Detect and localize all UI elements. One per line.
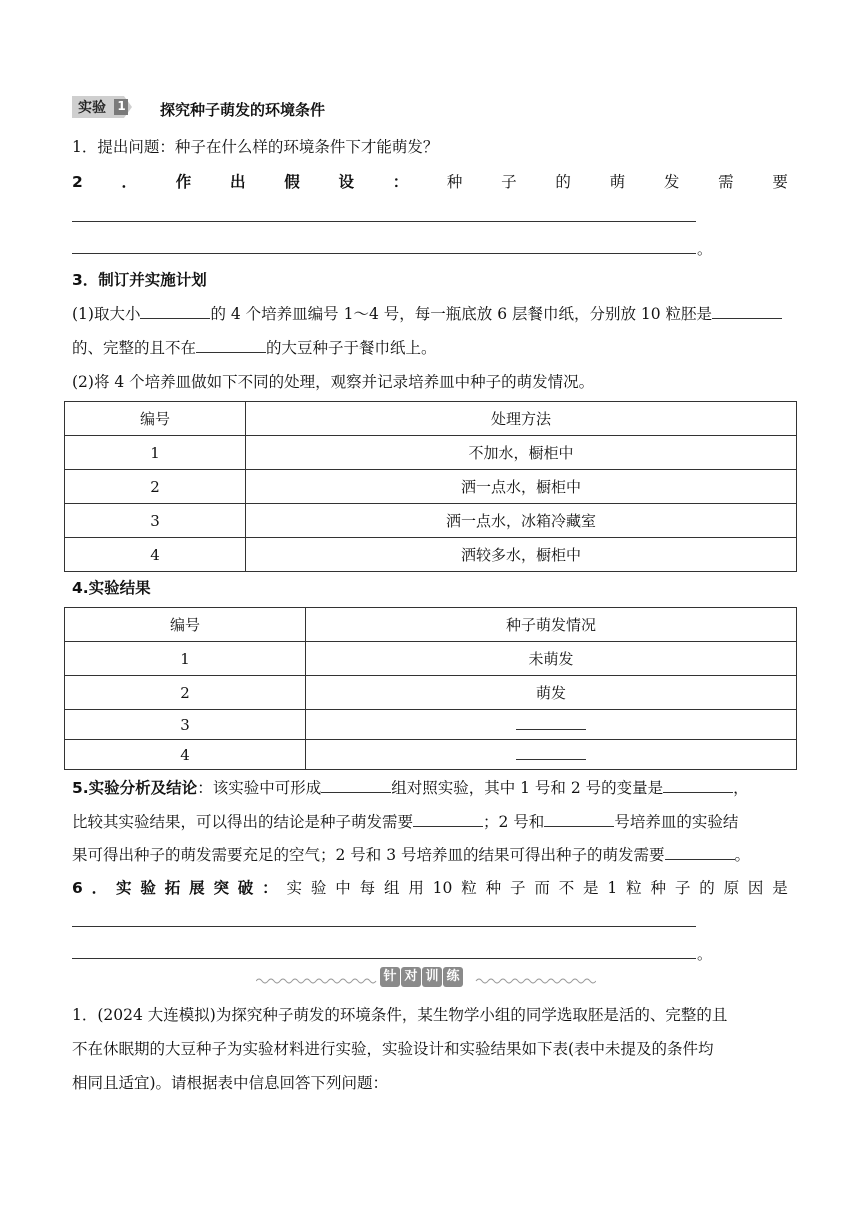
analysis-text: ， [733,779,749,797]
step-question: 1．提出问题：种子在什么样的环境条件下才能萌发？ [72,138,439,156]
spread-token: 萌 [609,173,626,191]
table-header-row [65,608,797,642]
step-hypothesis [72,172,788,192]
table-cell: 4 [65,538,246,572]
step-plan-heading: 3．制订并实施计划 [72,271,207,289]
spread-token: 子 [674,879,691,897]
table-row [65,676,797,710]
analysis-line-1 [72,778,749,798]
analysis-text: ；2 号和 [483,813,545,831]
training-char: 针 [380,967,400,987]
spread-token: 不 [558,879,575,897]
table-header: 种子萌发情况 [306,608,797,642]
table-row [65,740,797,770]
plan-step-1-line-2 [72,338,437,358]
table-cell: 4 [65,740,306,770]
spread-token: 作 [175,173,192,191]
table-cell-blank [306,710,797,740]
fill-blank [544,812,614,827]
spread-token: 是 [772,879,788,897]
spread-token: 要 [772,173,788,191]
step-expansion [72,878,788,898]
fill-blank [516,747,586,760]
spread-token: 拓 [164,879,181,897]
analysis-line-2 [72,812,738,832]
analysis-label: 5.实验分析及结论 [72,779,198,797]
spread-token: 展 [189,879,205,897]
spread-token: ： [262,879,278,897]
question-1-line-2: 不在休眠期的大豆种子为实验材料进行实验，实验设计和实验结果如下表(表中未提及的条件均 [72,1040,714,1058]
table-row [65,504,797,538]
table-cell: 未萌发 [306,642,797,676]
table-row [65,710,797,740]
spread-token: 种 [485,879,502,897]
analysis-text: 号培养皿的实验结 [614,813,739,831]
spread-token: 原 [723,879,740,897]
training-char: 练 [443,967,463,987]
spread-token: 1 [607,879,618,897]
training-char: 对 [401,967,421,987]
badge-number: 1 [117,99,126,113]
plan-step-1-line-1 [72,304,782,324]
question-1-line-1: 1．(2024 大连模拟)为探究种子萌发的环境条件，某生物学小组的同学选取胚是活的、完整的且 [72,1006,728,1024]
table-cell: 1 [65,436,246,470]
table-header-row [65,402,797,436]
spread-token: 假 [284,173,300,191]
spread-token: 粒 [626,879,642,897]
spread-token: 中 [335,879,351,897]
plan-text: 的大豆种子于餐巾纸上。 [266,339,437,357]
table-cell: 洒较多水，橱柜中 [246,538,797,572]
spread-token: 的 [555,173,571,191]
spread-token: 是 [583,879,599,897]
table-header: 编号 [65,608,306,642]
spread-token: 子 [509,879,526,897]
spread-token: 种 [446,173,463,191]
training-title [380,967,463,987]
spread-token: 实 [286,879,303,897]
spread-token: 的 [699,879,715,897]
spread-token: 每 [359,879,376,897]
table-cell: 3 [65,710,306,740]
answer-blank-line [72,253,696,254]
fill-blank [140,304,210,319]
analysis-line-3 [72,845,750,865]
spread-token: ： [392,173,409,191]
fill-blank [321,778,391,793]
table-row [65,642,797,676]
fill-blank [712,304,782,319]
answer-blank-line [72,926,696,927]
table-cell: 萌发 [306,676,797,710]
analysis-text: ：该实验中可形成 [197,779,322,797]
spread-token: 10 [432,879,453,897]
table-cell: 不加水，橱柜中 [246,436,797,470]
question-1-line-3: 相同且适宜)。请根据表中信息回答下列问题： [72,1074,389,1092]
results-table [64,607,797,770]
spread-token: ． [121,173,138,191]
plan-text: 的、完整的且不在 [72,339,197,357]
spread-token: 用 [408,879,424,897]
spread-token: 种 [650,879,666,897]
spread-token: 发 [663,173,680,191]
spread-token: 组 [383,879,400,897]
experiment-badge [72,96,132,118]
plan-text: (1)取大小 [72,305,141,323]
table-cell: 洒一点水，橱柜中 [246,470,797,504]
analysis-text: 比较其实验结果，可以得出的结论是种子萌发需要 [72,813,414,831]
spread-token: 6 [72,879,83,897]
spread-token: 粒 [461,879,477,897]
spread-token: 破 [237,879,254,897]
spread-token: 验 [140,879,156,897]
treatment-table [64,401,797,572]
table-cell: 1 [65,642,306,676]
analysis-text: 。 [734,846,751,864]
table-row [65,470,797,504]
spread-token: 出 [229,173,246,191]
badge-label: 实验 [78,100,106,116]
table-cell: 2 [65,676,306,710]
fill-blank [665,845,735,860]
spread-token: ． [91,879,108,897]
fill-blank [196,338,266,353]
results-heading: 4.实验结果 [72,579,151,597]
answer-blank-line [72,958,696,959]
spread-token: 设 [338,173,354,191]
expansion-end: 。 [697,945,713,963]
hypothesis-end: 。 [697,240,713,258]
table-row [65,538,797,572]
spread-token: 实 [116,879,132,897]
table-header: 处理方法 [246,402,797,436]
answer-blank-line [72,221,696,222]
spread-token: 突 [213,879,229,897]
table-cell: 2 [65,470,246,504]
experiment-title: 探究种子萌发的环境条件 [160,101,326,119]
analysis-text: 果可得出种子的萌发需要充足的空气；2 号和 3 号培养皿的结果可得出种子的萌发需要 [72,846,665,864]
plan-text: 的 4 个培养皿编号 1～4 号，每一瓶底放 6 层餐巾纸，分别放 10 粒胚是 [210,305,713,323]
spread-token: 而 [534,879,550,897]
fill-blank [663,778,733,793]
training-banner [256,966,596,988]
table-cell: 洒一点水，冰箱冷藏室 [246,504,797,538]
fill-blank [413,812,483,827]
analysis-text: 组对照实验，其中 1 号和 2 号的变量是 [391,779,664,797]
plan-step-2: (2)将 4 个培养皿做如下不同的处理，观察并记录培养皿中种子的萌发情况。 [72,373,595,391]
spread-token: 子 [501,173,517,191]
spread-token: 验 [310,879,327,897]
spread-token: 2 [72,173,83,191]
table-cell: 3 [65,504,246,538]
spread-token: 因 [747,879,764,897]
training-char: 训 [422,967,442,987]
fill-blank [516,717,586,730]
table-header: 编号 [65,402,246,436]
table-cell-blank [306,740,797,770]
table-row [65,436,797,470]
spread-token: 需 [718,173,734,191]
